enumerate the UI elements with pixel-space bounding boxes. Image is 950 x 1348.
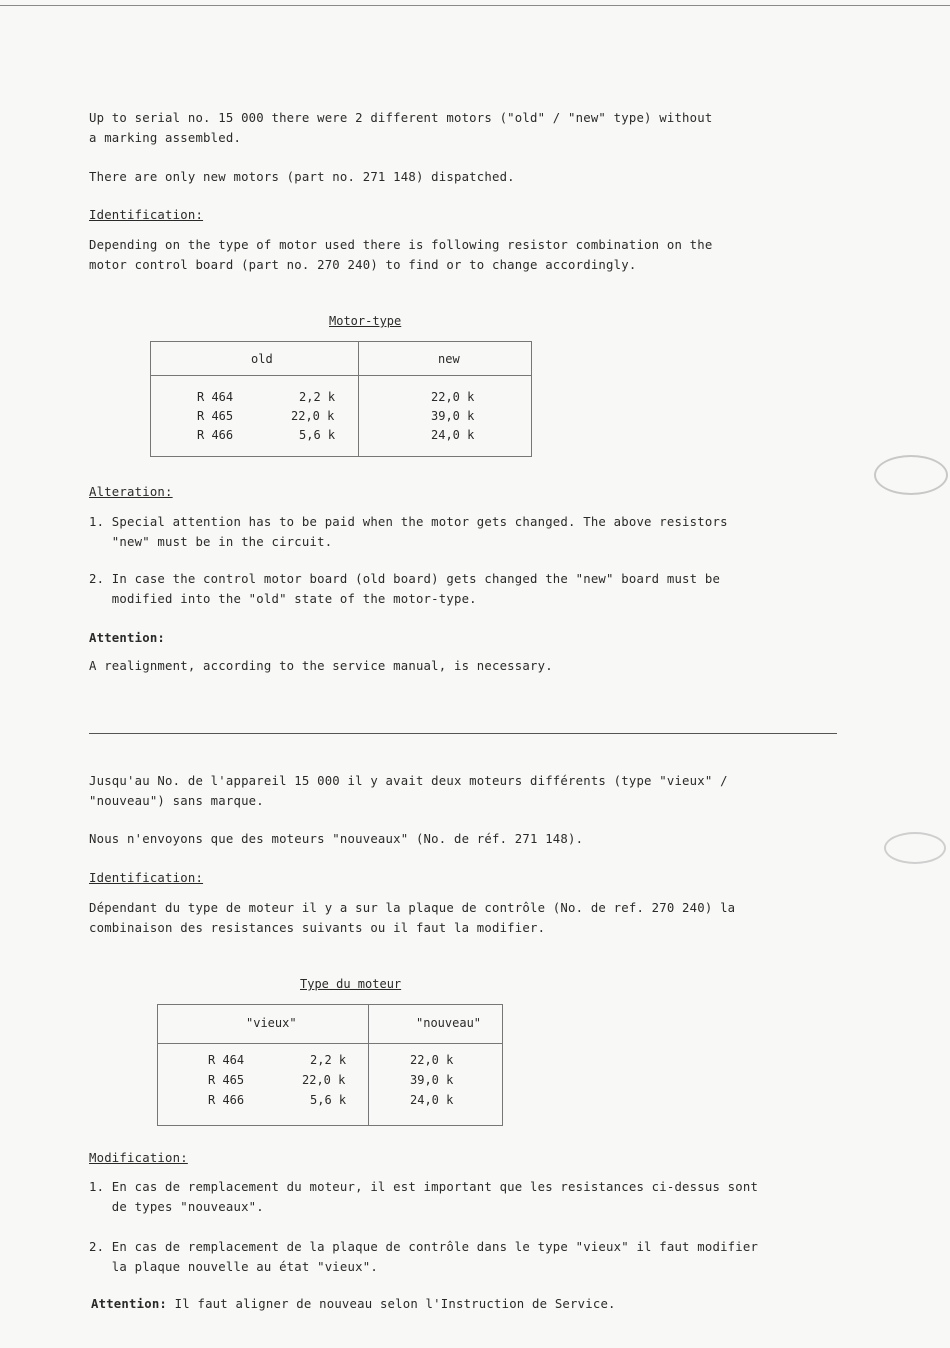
en-alteration-heading: Alteration:	[89, 485, 173, 499]
section-divider	[89, 733, 837, 734]
en-col-new-header: new	[438, 352, 460, 366]
fr-modification-heading: Modification:	[89, 1151, 188, 1165]
fr-dispatch-paragraph: Nous n'envoyons que des moteurs "nouveaux" (No. de réf. 271 148).	[89, 832, 584, 846]
table-cell-resistor: R 465	[197, 409, 234, 423]
fr-attention-line	[91, 1294, 616, 1314]
table-cell-new: 39,0 k	[410, 1073, 454, 1087]
en-dispatch-paragraph: There are only new motors (part no. 271 148) dispatched.	[89, 170, 515, 184]
en-identification-heading: Identification:	[89, 208, 204, 222]
fr-table-title: Type du moteur	[300, 977, 402, 991]
table-cell-resistor: R 466	[197, 428, 234, 442]
table-cell-old: 5,6 k	[299, 428, 336, 442]
en-attention-heading: Attention:	[89, 631, 166, 645]
en-resistor-table	[150, 341, 532, 457]
en-alteration-item-1: 1. Special attention has to be paid when the motor gets changed. The above resistors "new" must be in the circuit.	[89, 515, 728, 549]
fr-resistor-table	[157, 1004, 503, 1126]
table-cell-resistor: R 465	[208, 1073, 245, 1087]
fr-attention-label: Attention:	[91, 1297, 168, 1311]
table-cell-old: 2,2 k	[299, 390, 336, 404]
table-cell-new: 22,0 k	[431, 390, 475, 404]
punch-hole-mark	[884, 832, 946, 864]
table-cell-new: 22,0 k	[410, 1053, 454, 1067]
fr-col-old-header: "vieux"	[246, 1016, 297, 1030]
en-alteration-item-2: 2. In case the control motor board (old board) gets changed the "new" board must be modified into the "old" state of the motor-type.	[89, 572, 721, 606]
table-cell-new: 39,0 k	[431, 409, 475, 423]
table-column-divider	[368, 1005, 369, 1125]
en-intro-paragraph: Up to serial no. 15 000 there were 2 different motors ("old" / "new" type) without a marking assembled.	[89, 111, 713, 145]
fr-col-new-header: "nouveau"	[416, 1016, 482, 1030]
table-cell-resistor: R 464	[208, 1053, 245, 1067]
top-rule	[0, 5, 950, 6]
en-col-old-header: old	[251, 352, 273, 366]
table-cell-old: 22,0 k	[291, 409, 335, 423]
en-identification-paragraph: Depending on the type of motor used there is following resistor combination on the motor control board (part no. 270 240) to find or to change accordingly.	[89, 238, 713, 272]
fr-attention-text: Il faut aligner de nouveau selon l'Instruction de Service.	[167, 1297, 616, 1311]
fr-modification-item-2: 2. En cas de remplacement de la plaque de contrôle dans le type "vieux" il faut modifier la plaque nouvelle au état "vieux".	[89, 1240, 759, 1274]
table-cell-resistor: R 464	[197, 390, 234, 404]
table-header-divider	[158, 1043, 502, 1044]
fr-identification-heading: Identification:	[89, 871, 204, 885]
table-cell-old: 5,6 k	[310, 1093, 347, 1107]
punch-hole-mark	[874, 455, 948, 495]
fr-intro-paragraph: Jusqu'au No. de l'appareil 15 000 il y avait deux moteurs différents (type "vieux" / "nouveau") sans marque.	[89, 774, 728, 808]
fr-modification-item-1: 1. En cas de remplacement du moteur, il est important que les resistances ci-dessus sont de types "nouveaux".	[89, 1180, 759, 1214]
table-header-divider	[151, 375, 531, 376]
table-cell-resistor: R 466	[208, 1093, 245, 1107]
en-table-title: Motor-type	[329, 314, 402, 328]
table-cell-old: 22,0 k	[302, 1073, 346, 1087]
en-attention-text: A realignment, according to the service manual, is necessary.	[89, 659, 553, 673]
table-column-divider	[358, 342, 359, 456]
table-cell-old: 2,2 k	[310, 1053, 347, 1067]
fr-identification-paragraph: Dépendant du type de moteur il y a sur la plaque de contrôle (No. de ref. 270 240) la combinaison des resistances suivants ou il faut la modifier.	[89, 901, 736, 935]
table-cell-new: 24,0 k	[431, 428, 475, 442]
table-cell-new: 24,0 k	[410, 1093, 454, 1107]
